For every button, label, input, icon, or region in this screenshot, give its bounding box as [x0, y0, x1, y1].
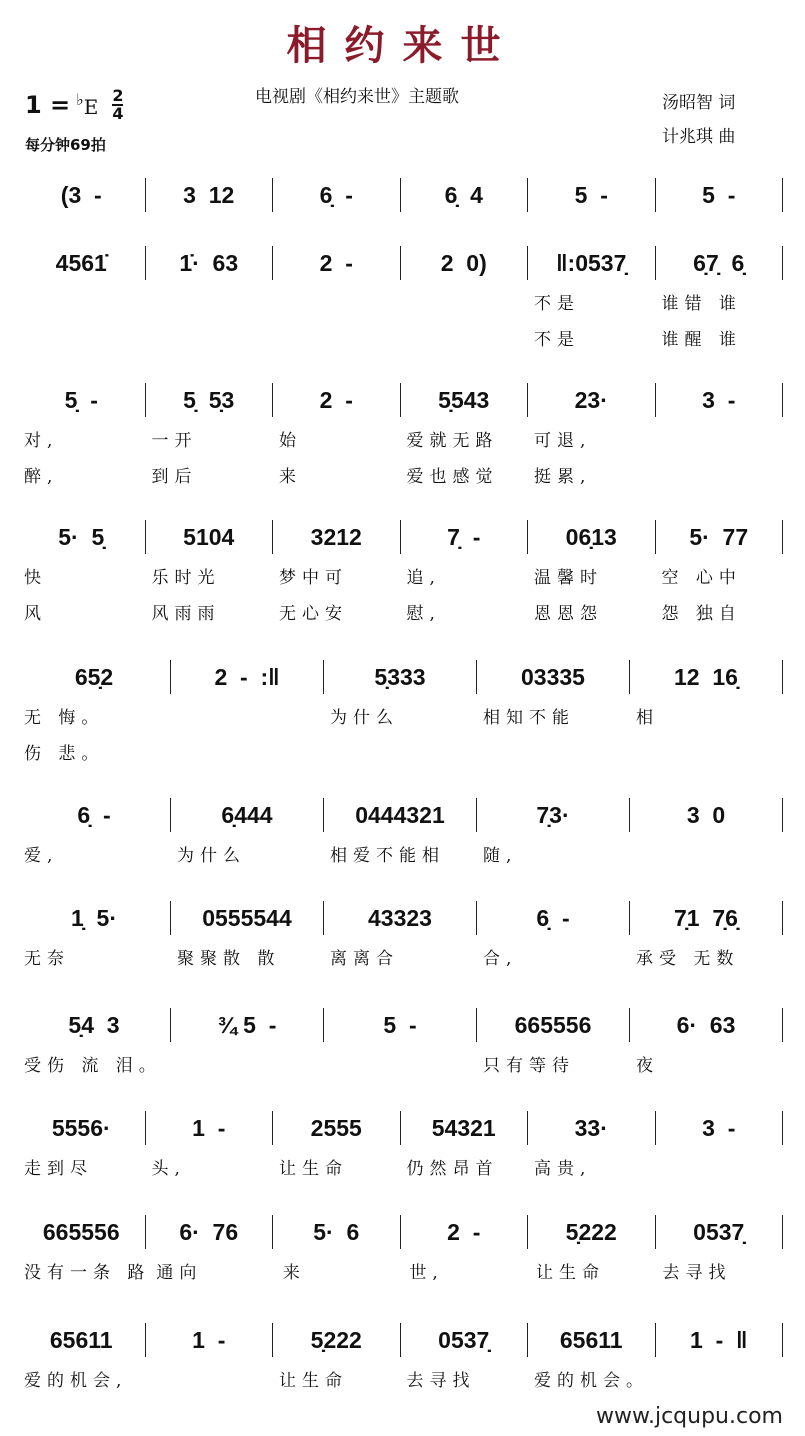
lyric — [324, 1050, 477, 1082]
measure: 5̣4 3 — [18, 1008, 171, 1042]
lyric: 让生命 — [535, 1263, 605, 1283]
staff-system — [18, 660, 783, 770]
song-title: 相约来世 — [286, 22, 519, 69]
lyric: 风雨雨 — [151, 604, 221, 624]
lyric — [273, 324, 401, 356]
measure: 2 - :‖ — [171, 660, 324, 694]
staff-system — [18, 798, 783, 872]
measure: 1̣ 5· — [18, 901, 171, 935]
lyric: 受伤 流 泪。 — [24, 1056, 162, 1076]
lyric: 高贵, — [534, 1159, 592, 1179]
lyric: 爱的机会, — [24, 1371, 128, 1391]
key-prefix: 1 = — [25, 91, 71, 119]
lyric: 走到尽 — [24, 1159, 93, 1179]
lyric-line — [18, 598, 783, 630]
lyric — [656, 1153, 784, 1185]
flat-sign: ♭ — [76, 90, 84, 109]
lyric — [401, 288, 529, 320]
lyric-line — [18, 425, 783, 457]
measure: 6̣ - — [18, 798, 171, 832]
measure: 6̣ - — [273, 178, 401, 212]
lyric-line — [18, 840, 783, 872]
staff-system — [18, 1215, 783, 1289]
lyric: 爱也感觉 — [406, 467, 499, 487]
measure-row — [18, 1323, 783, 1357]
lyric: 爱, — [24, 846, 59, 866]
measure: 5· 6 — [273, 1215, 401, 1249]
lyric: 离离合 — [330, 949, 399, 969]
measure: 5̣222 — [273, 1323, 401, 1357]
measure-row — [18, 178, 783, 212]
lyric: 相爱不能相 — [330, 846, 445, 866]
measure: 03335 — [477, 660, 630, 694]
tempo: 每分钟69拍 — [25, 136, 106, 154]
lyric: 谁错 谁 — [661, 294, 742, 314]
measure-row — [18, 1111, 783, 1145]
measure: 2 - — [273, 246, 401, 280]
measure: 5̣333 — [324, 660, 477, 694]
lyric: 追, — [406, 568, 441, 588]
measure: 65̣2 — [18, 660, 171, 694]
measure: 3212 — [273, 520, 401, 554]
measure: 2 0) — [401, 246, 529, 280]
lyric: 没有一条 路 — [24, 1263, 151, 1283]
lyric — [18, 324, 146, 356]
measure: 7̣ - — [401, 520, 529, 554]
measure: ‖:0537̣ — [528, 246, 656, 280]
measure: 5104 — [146, 520, 274, 554]
measure: 3 0 — [630, 798, 783, 832]
lyric: 始 — [279, 431, 302, 451]
lyric-line — [18, 702, 783, 734]
measure: 6· 76 — [146, 1215, 274, 1249]
lyric: 相知不能 — [483, 708, 575, 728]
lyric-line — [18, 288, 783, 320]
lyric — [146, 1365, 274, 1397]
measure: 7̣3· — [477, 798, 630, 832]
lyric: 去寻找 — [406, 1371, 476, 1391]
lyric: 温馨时 — [534, 568, 603, 588]
lyric-line — [18, 1257, 783, 1289]
measure-row — [18, 383, 783, 417]
lyric: 让生命 — [279, 1371, 348, 1391]
measure: 0537̣ — [656, 1215, 784, 1249]
measure-row — [18, 246, 783, 280]
meter-bottom: 4 — [112, 104, 124, 123]
measure: 2 - — [401, 1215, 529, 1249]
lyric: 无奈 — [24, 949, 70, 969]
measure: 43323 — [324, 901, 477, 935]
lyric: 来 — [279, 467, 302, 487]
measure-row — [18, 1215, 783, 1249]
measure: 5̣ - — [18, 383, 146, 417]
lyric-line — [18, 1153, 783, 1185]
measure: 23· — [528, 383, 656, 417]
measure: 6̣444 — [171, 798, 324, 832]
measure: 5 - — [324, 1008, 477, 1042]
measure: 33· — [528, 1111, 656, 1145]
lyric — [656, 425, 784, 457]
lyric — [273, 288, 401, 320]
measure: 6̣ - — [477, 901, 630, 935]
measure-row — [18, 520, 783, 554]
staff-system — [18, 383, 783, 493]
lyric: 让生命 — [279, 1159, 348, 1179]
staff-system — [18, 178, 783, 212]
lyric: 不是 — [534, 330, 580, 350]
staff-system — [18, 246, 783, 356]
lyric — [171, 702, 324, 734]
lyric: 世, — [409, 1263, 444, 1283]
lyric: 头, — [151, 1159, 186, 1179]
lyric — [477, 738, 630, 770]
meter-top: 2 — [112, 86, 124, 105]
measure: 5̣222 — [528, 1215, 656, 1249]
lyric — [656, 461, 784, 493]
measure: 0555544 — [171, 901, 324, 935]
measure: 65611 — [18, 1323, 146, 1357]
measure: 2555 — [273, 1111, 401, 1145]
lyric: 可退, — [534, 431, 592, 451]
lyric-line — [18, 738, 783, 770]
measure: 3 12 — [146, 178, 274, 212]
lyric — [630, 840, 783, 872]
subtitle: 电视剧《相约来世》主题歌 — [255, 87, 459, 107]
lyric: 醉, — [24, 467, 59, 487]
measure: 5 - — [528, 178, 656, 212]
measure: 1 - — [146, 1111, 274, 1145]
staff-system — [18, 1008, 783, 1082]
measure: 0537̣ — [401, 1323, 529, 1357]
measure-row — [18, 798, 783, 832]
lyric — [146, 288, 274, 320]
lyric — [656, 1365, 784, 1397]
measure: 5· 5̣ — [18, 520, 146, 554]
measure: 12 16̣ — [630, 660, 783, 694]
lyric — [171, 1050, 324, 1082]
lyric-line — [18, 562, 783, 594]
measure: 665556 — [477, 1008, 630, 1042]
measure: 2 - — [273, 383, 401, 417]
lyric — [401, 324, 529, 356]
staff-system — [18, 901, 783, 975]
measure: 5 - — [656, 178, 784, 212]
lyric: 一开 — [151, 431, 198, 451]
lyric: 仍然昂首 — [406, 1159, 499, 1179]
measure-row — [18, 1008, 783, 1042]
lyric: 乐时光 — [151, 568, 221, 588]
lyric: 无心安 — [279, 604, 348, 624]
lyric: 对, — [24, 431, 59, 451]
measure: 1̇· 63 — [146, 246, 274, 280]
lyric: 快 — [24, 568, 47, 588]
measure: 5· 77 — [656, 520, 784, 554]
lyric: 夜 — [636, 1056, 659, 1076]
lyric: 无 悔。 — [24, 708, 105, 728]
lyric-line — [18, 1365, 783, 1397]
lyric: 只有等待 — [483, 1056, 575, 1076]
watermark: www.jcqupu.com — [596, 1404, 783, 1429]
measure-row — [18, 660, 783, 694]
lyric: 去寻找 — [662, 1263, 732, 1283]
lyric: 空 心中 — [661, 568, 742, 588]
measure: 5556· — [18, 1111, 146, 1145]
lyric — [630, 738, 783, 770]
measure: 7̣1 7̣6̣ — [630, 901, 783, 935]
lyric — [171, 738, 324, 770]
measure: 6· 63 — [630, 1008, 783, 1042]
composer: 计兆琪 曲 — [662, 127, 736, 147]
lyric: 怨 独自 — [661, 604, 742, 624]
lyric — [146, 324, 274, 356]
lyric: 挺累, — [534, 467, 592, 487]
measure: 665556 — [18, 1215, 146, 1249]
measure: 4561̇ — [18, 246, 146, 280]
lyric: 不是 — [534, 294, 580, 314]
lyric: 为什么 — [177, 846, 246, 866]
measure: 5̣543 — [401, 383, 529, 417]
measure: 1 - — [146, 1323, 274, 1357]
lyric-line — [18, 324, 783, 356]
measure: 1 - ‖ — [656, 1323, 784, 1357]
lyric: 随, — [483, 846, 518, 866]
lyric — [18, 288, 146, 320]
key-signature — [25, 88, 123, 122]
lyric: 合, — [483, 949, 518, 969]
staff-system — [18, 1111, 783, 1185]
key-note: E — [83, 95, 99, 119]
lyric-line — [18, 943, 783, 975]
lyric: 谁醒 谁 — [661, 330, 742, 350]
measure-row — [18, 901, 783, 935]
measure: 3 - — [656, 383, 784, 417]
measure: ¾ 5 - — [171, 1008, 324, 1042]
lyric: 伤 悲。 — [24, 744, 105, 764]
measure: 54321 — [401, 1111, 529, 1145]
measure: 06̣13 — [528, 520, 656, 554]
lyric: 爱就无路 — [406, 431, 499, 451]
measure: (3 - — [18, 178, 146, 212]
lyric-line — [18, 461, 783, 493]
lyric: 聚聚散 散 — [177, 949, 281, 969]
staff-system — [18, 520, 783, 630]
lyric: 为什么 — [330, 708, 399, 728]
lyric: 梦中可 — [279, 568, 348, 588]
lyric — [324, 738, 477, 770]
measure: 3 - — [656, 1111, 784, 1145]
measure: 6̣ 4 — [401, 178, 529, 212]
lyric-line — [18, 1050, 783, 1082]
lyric: 来 — [282, 1263, 306, 1283]
lyric: 到后 — [151, 467, 198, 487]
measure: 0444321 — [324, 798, 477, 832]
staff-system — [18, 1323, 783, 1397]
measure: 6̣7̣ 6̣ — [656, 246, 784, 280]
lyric: 相 — [636, 708, 659, 728]
lyric: 承受 无数 — [636, 949, 740, 969]
measure: 5̣ 5̣3 — [146, 383, 274, 417]
time-signature — [112, 88, 123, 122]
lyric: 爱的机会。 — [534, 1371, 649, 1391]
lyric: 恩恩怨 — [534, 604, 603, 624]
lyricist: 汤昭智 词 — [662, 93, 736, 113]
lyric: 通向 — [156, 1263, 203, 1283]
lyric: 风 — [24, 604, 47, 624]
lyric: 慰, — [406, 604, 441, 624]
measure: 65611 — [528, 1323, 656, 1357]
